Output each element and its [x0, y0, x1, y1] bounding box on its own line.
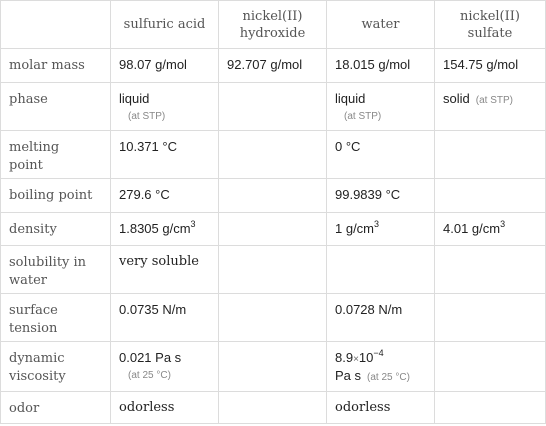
value: 0.021 Pa s: [119, 350, 182, 365]
row-density: [1, 213, 546, 246]
value: 1.8305 g/cm: [119, 221, 191, 236]
cell-water: [327, 246, 435, 294]
cell-nickel-hydroxide: [219, 294, 327, 342]
superscript: 3: [190, 218, 196, 229]
superscript: 3: [500, 218, 506, 229]
row-dynamic-viscosity: [1, 342, 546, 392]
row-phase: [1, 83, 546, 131]
cell-sulfuric-acid: 98.07 g/mol: [111, 49, 219, 83]
row-boiling-point: [1, 179, 546, 213]
cell-sulfuric-acid: [111, 213, 219, 246]
row-odor: [1, 392, 546, 424]
cell-water: 0 °C: [327, 131, 435, 179]
corner-cell: [1, 1, 111, 49]
cell-nickel-hydroxide: [219, 83, 327, 131]
cell-water: [327, 213, 435, 246]
row-solubility: [1, 246, 546, 294]
times-symbol: ×: [353, 354, 359, 365]
condition-note: (at STP): [128, 111, 166, 122]
cell-sulfuric-acid: odorless: [111, 392, 219, 424]
cell-sulfuric-acid: very soluble: [111, 246, 219, 294]
column-header-water: water: [327, 1, 435, 49]
condition-note: (at STP): [475, 95, 513, 106]
value-mantissa: 8.9: [335, 350, 354, 365]
value: 1 g/cm: [335, 221, 375, 236]
cell-nickel-hydroxide: [219, 179, 327, 213]
row-label: odor: [1, 392, 111, 424]
condition-note: (at 25 °C): [128, 370, 171, 381]
cell-nickel-hydroxide: [219, 246, 327, 294]
value: liquid: [335, 91, 366, 106]
cell-nickel-hydroxide: [219, 213, 327, 246]
row-label: density: [1, 213, 111, 246]
cell-nickel-sulfate: [435, 131, 546, 179]
cell-water: 18.015 g/mol: [327, 49, 435, 83]
cell-water: [327, 83, 435, 131]
cell-water: 0.0728 N/m: [327, 294, 435, 342]
condition-note: (at 25 °C): [367, 372, 410, 383]
value: 4.01 g/cm: [443, 221, 501, 236]
column-header-nickel-sulfate: nickel(II) sulfate: [435, 1, 546, 49]
row-label: surface tension: [1, 294, 111, 342]
unit: Pa s: [335, 368, 362, 383]
value-base: 10: [358, 350, 374, 365]
cell-nickel-hydroxide: [219, 342, 327, 392]
superscript: −4: [373, 347, 384, 358]
cell-nickel-sulfate: [435, 294, 546, 342]
column-header-nickel-hydroxide: nickel(II) hydroxide: [219, 1, 327, 49]
row-label: phase: [1, 83, 111, 131]
condition-note: (at STP): [344, 111, 382, 122]
column-header-sulfuric-acid: sulfuric acid: [111, 1, 219, 49]
value: solid: [443, 91, 470, 106]
cell-nickel-sulfate: [435, 179, 546, 213]
cell-nickel-sulfate: [435, 342, 546, 392]
cell-water: 99.9839 °C: [327, 179, 435, 213]
cell-sulfuric-acid: [111, 342, 219, 392]
row-label: dynamic viscosity: [1, 342, 111, 392]
cell-water: [327, 342, 435, 392]
row-melting-point: [1, 131, 546, 179]
row-label: boiling point: [1, 179, 111, 213]
cell-nickel-sulfate: [435, 392, 546, 424]
cell-sulfuric-acid: [111, 83, 219, 131]
cell-nickel-hydroxide: 92.707 g/mol: [219, 49, 327, 83]
superscript: 3: [374, 218, 380, 229]
cell-nickel-hydroxide: [219, 131, 327, 179]
row-label: molar mass: [1, 49, 111, 83]
cell-water: odorless: [327, 392, 435, 424]
cell-sulfuric-acid: 10.371 °C: [111, 131, 219, 179]
row-label: melting point: [1, 131, 111, 179]
row-molar-mass: [1, 49, 546, 83]
row-label: solubility in water: [1, 246, 111, 294]
cell-sulfuric-acid: 279.6 °C: [111, 179, 219, 213]
cell-nickel-sulfate: 154.75 g/mol: [435, 49, 546, 83]
header-row: [1, 1, 546, 49]
cell-nickel-sulfate: [435, 83, 546, 131]
cell-nickel-sulfate: [435, 246, 546, 294]
row-surface-tension: [1, 294, 546, 342]
cell-sulfuric-acid: 0.0735 N/m: [111, 294, 219, 342]
cell-nickel-hydroxide: [219, 392, 327, 424]
value: liquid: [119, 91, 150, 106]
cell-nickel-sulfate: [435, 213, 546, 246]
